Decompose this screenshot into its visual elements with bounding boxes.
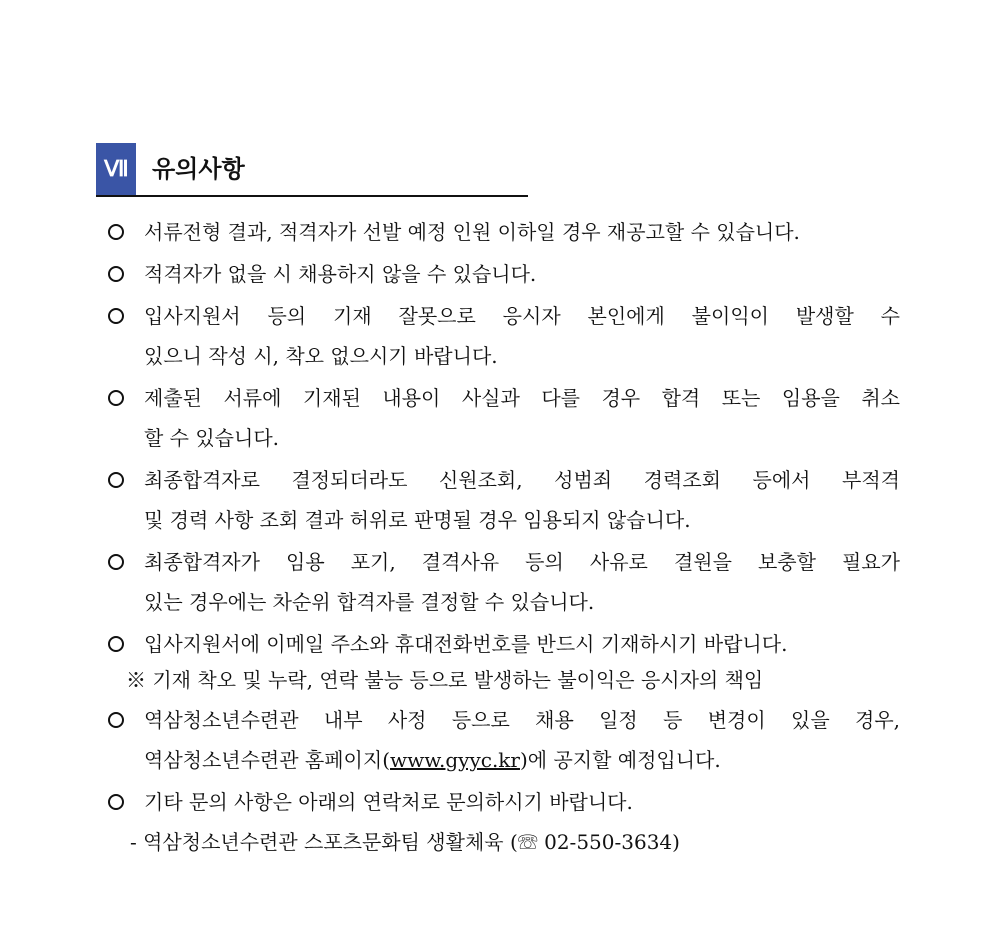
item-text-continued: 및 경력 사항 조회 결과 허위로 판명될 경우 임용되지 않습니다. <box>144 508 691 532</box>
item-text: 기타 문의 사항은 아래의 연락처로 문의하시기 바랍니다. <box>144 790 633 814</box>
item-text: 제출된 서류에 기재된 내용이 사실과 다를 경우 합격 또는 임용을 취소 <box>144 386 900 410</box>
circle-bullet-icon <box>108 266 124 282</box>
item-text-prefix: 역삼청소년수련관 홈페이지( <box>144 748 390 772</box>
item-text: 최종합격자가 임용 포기, 결격사유 등의 사유로 결원을 보충할 필요가 <box>144 550 900 574</box>
circle-bullet-icon <box>108 712 124 728</box>
list-item <box>108 542 900 622</box>
item-text-continued <box>144 740 900 780</box>
circle-bullet-icon <box>108 554 124 570</box>
section-number-badge: Ⅶ <box>96 143 136 195</box>
list-item <box>108 254 900 294</box>
item-text-continued: 있는 경우에는 차순위 합격자를 결정할 수 있습니다. <box>144 590 595 614</box>
circle-bullet-icon <box>108 224 124 240</box>
homepage-link[interactable]: www.gyyc.kr <box>390 748 520 772</box>
note-text: ※ 기재 착오 및 누락, 연락 불능 등으로 발생하는 불이익은 응시자의 책임 <box>126 668 764 692</box>
list-item <box>108 624 900 664</box>
list-item <box>108 460 900 540</box>
circle-bullet-icon <box>108 636 124 652</box>
contact-info: - 역삼청소년수련관 스포츠문화팀 생활체육 (☏ 02-550-3634) <box>130 830 680 854</box>
list-item <box>108 378 900 458</box>
circle-bullet-icon <box>108 794 124 810</box>
list-item <box>108 212 900 252</box>
circle-bullet-icon <box>108 472 124 488</box>
item-text-continued: 있으니 작성 시, 착오 없으시기 바랍니다. <box>144 344 498 368</box>
item-text: 입사지원서 등의 기재 잘못으로 응시자 본인에게 불이익이 발생할 수 <box>144 304 900 328</box>
item-text-suffix: )에 공지할 예정입니다. <box>519 748 721 772</box>
item-text: 최종합격자로 결정되더라도 신원조회, 성범죄 경력조회 등에서 부적격 <box>144 468 901 492</box>
item-text: 적격자가 없을 시 채용하지 않을 수 있습니다. <box>144 262 537 286</box>
item-text: 입사지원서에 이메일 주소와 휴대전화번호를 반드시 기재하시기 바랍니다. <box>144 632 788 656</box>
section-title: 유의사항 <box>152 155 245 183</box>
item-text-continued: 할 수 있습니다. <box>144 426 279 450</box>
item-text: 서류전형 결과, 적격자가 선발 예정 인원 이하일 경우 재공고할 수 있습니다. <box>144 220 800 244</box>
item-text: 역삼청소년수련관 내부 사정 등으로 채용 일정 등 변경이 있을 경우, <box>144 708 900 732</box>
list-item <box>108 296 900 376</box>
list-item <box>108 700 900 780</box>
section-header <box>96 143 528 197</box>
circle-bullet-icon <box>108 308 124 324</box>
circle-bullet-icon <box>108 390 124 406</box>
notice-list <box>108 212 900 862</box>
list-item <box>108 782 900 822</box>
